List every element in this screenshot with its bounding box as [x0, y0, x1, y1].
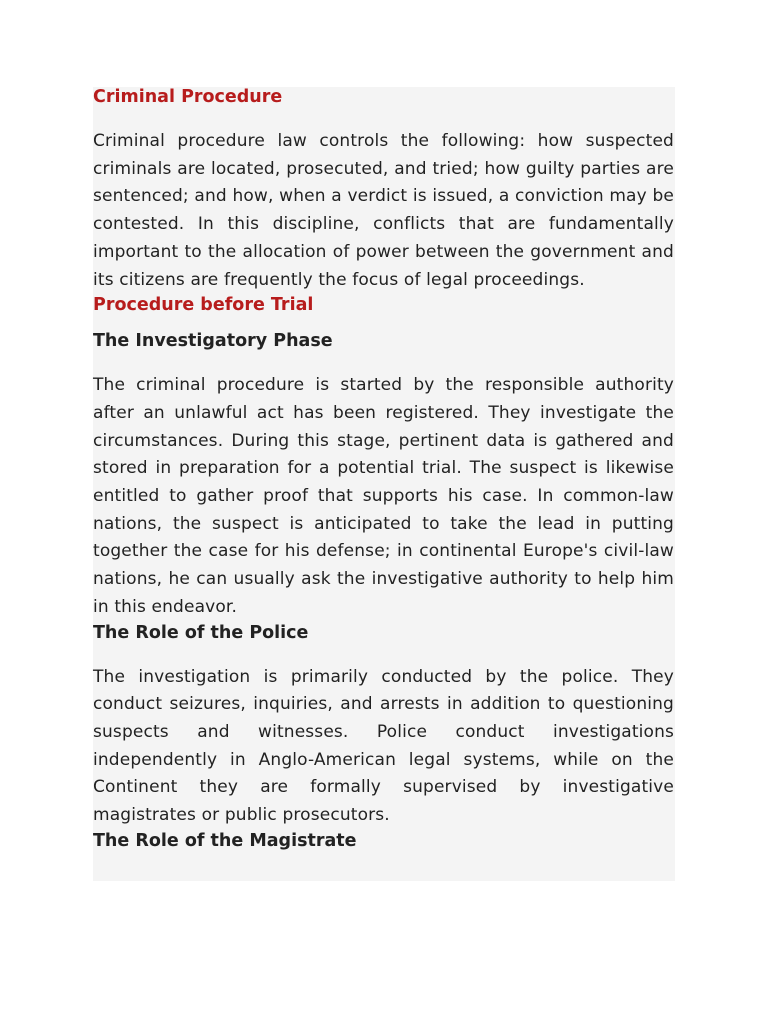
subsection-heading-police: The Role of the Police [93, 622, 309, 643]
document-content [93, 86, 674, 852]
section-title: Procedure before Trial [93, 295, 314, 316]
subsection-heading-magistrate: The Role of the Magistrate [93, 830, 357, 851]
subsection-heading-investigatory: The Investigatory Phase [93, 331, 333, 352]
document-title: Criminal Procedure [93, 87, 283, 107]
intro-paragraph: Criminal procedure law controls the following: how suspected criminals are located, prosecuted, and tried; how guilty parties are sentenced; and how, when a verdict is issued, a conviction may be contested. In this discipline, conflicts that are fundamentally important to the allocation of power between the government and its citizens are frequently the focus of legal proceedings. [93, 131, 674, 290]
police-paragraph: The investigation is primarily conducted by the police. They conduct seizures, inquiries, and arrests in addition to questioning suspects and witnesses. Police conduct investigations independently in Anglo-American legal systems, while on the Continent they are formally supervised by investigative magistrates or public prosecutors. [93, 666, 674, 826]
investigatory-paragraph: The criminal procedure is started by the responsible authority after an unlawful act has been registered. They investigate the circumstances. During this stage, pertinent data is gathered and stored in preparation for a potential trial. The suspect is likewise entitled to gather proof that supports his case. In common-law nations, the suspect is anticipated to take the lead in putting together the case for his defense; in continental Europe's civil-law nations, he can usually ask the investigative authority to help him in this endeavor. [93, 375, 674, 617]
